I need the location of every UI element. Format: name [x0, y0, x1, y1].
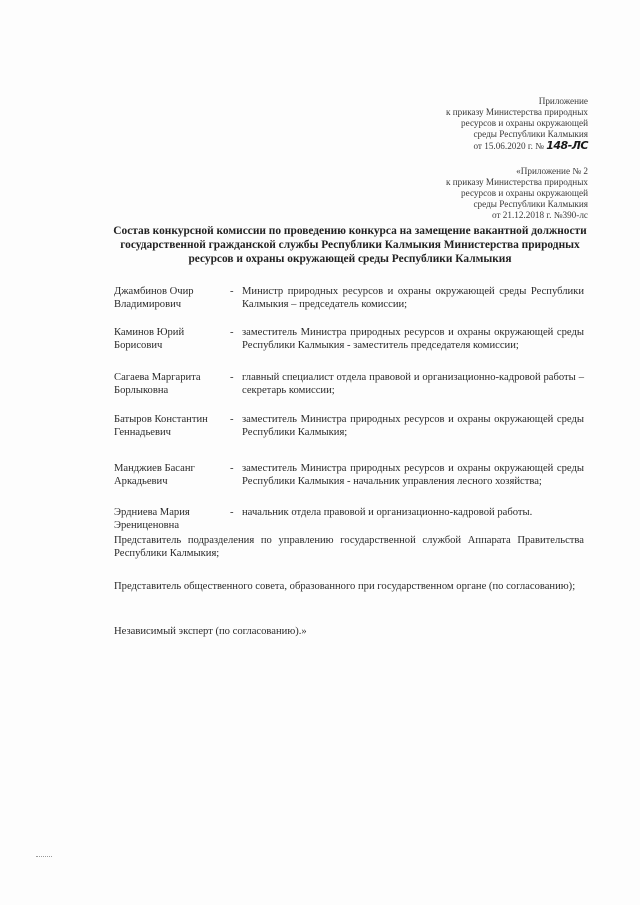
member-role: начальник отдела правовой и организационно-кадровой работы.: [242, 507, 533, 518]
document-title: Состав конкурсной комиссии по проведению конкурса на замещение вакантной должности государственной гражданской службы Республики Калмыкия Министерства природных ресурсов и охраны окружающей среды Республики Калмыкия: [113, 225, 587, 265]
member-row: [114, 371, 584, 413]
member-name: Манджиев Басанг Аркадьевич: [114, 463, 195, 487]
additional-member-paragraph: Независимый эксперт (по согласованию).»: [114, 626, 307, 637]
handwritten-order-number: 148-ЛС: [546, 139, 588, 152]
scan-mark: [36, 856, 52, 857]
member-role: заместитель Министра природных ресурсов и охраны окружающей среды Республики Калмыкия;: [242, 414, 584, 438]
member-row: [114, 462, 584, 506]
member-row: [114, 506, 584, 536]
member-row: [114, 413, 584, 462]
member-row: [114, 326, 584, 371]
member-dash: -: [230, 327, 234, 338]
member-dash: -: [230, 414, 234, 425]
appendix-line: к приказу Министерства природных: [446, 107, 588, 117]
appendix-line: среды Республики Калмыкия: [473, 129, 588, 139]
prior-appendix-line: от 21.12.2018 г. №390-лс: [491, 210, 588, 220]
member-role: главный специалист отдела правовой и организационно-кадровой работы – секретарь комиссии;: [242, 372, 584, 396]
commission-members: [114, 285, 584, 536]
prior-appendix-header: [446, 166, 588, 221]
member-role: заместитель Министра природных ресурсов и охраны окружающей среды Республики Калмыкия - начальник управления лесного хозяйства;: [242, 463, 584, 487]
prior-appendix-line: среды Республики Калмыкия: [473, 199, 588, 209]
member-dash: -: [230, 507, 234, 518]
appendix-line: Приложение: [538, 96, 588, 106]
appendix-line: ресурсов и охраны окружающей: [461, 118, 588, 128]
member-role: Министр природных ресурсов и охраны окружающей среды Республики Калмыкия – председатель комиссии;: [242, 286, 584, 310]
member-role: заместитель Министра природных ресурсов и охраны окружающей среды Республики Калмыкия - заместитель председателя комиссии;: [242, 327, 584, 351]
appendix-order-line: [446, 140, 588, 152]
member-name: Батыров Константин Геннадьевич: [114, 414, 208, 438]
member-dash: -: [230, 372, 234, 383]
prior-appendix-line: ресурсов и охраны окружающей: [461, 188, 588, 198]
additional-member-paragraph: Представитель подразделения по управлению государственной службой Аппарата Правительства Республики Калмыкия;: [114, 535, 584, 559]
member-row: [114, 285, 584, 326]
member-dash: -: [230, 463, 234, 474]
appendix-header: [446, 96, 588, 152]
prior-appendix-line: к приказу Министерства природных: [446, 177, 588, 187]
member-name: Джамбинов Очир Владимирович: [114, 286, 194, 310]
member-name: Сагаева Маргарита Борлыковна: [114, 372, 201, 396]
member-name: Каминов Юрий Борисович: [114, 327, 185, 351]
member-name: Эрдниева Мария Эрениценовна: [114, 507, 190, 531]
member-dash: -: [230, 286, 234, 297]
additional-member-paragraph: Представитель общественного совета, образованного при государственном органе (по согласованию);: [114, 581, 576, 592]
order-date: от 15.06.2020 г. №: [473, 141, 544, 151]
prior-appendix-line: «Приложение № 2: [516, 166, 588, 176]
